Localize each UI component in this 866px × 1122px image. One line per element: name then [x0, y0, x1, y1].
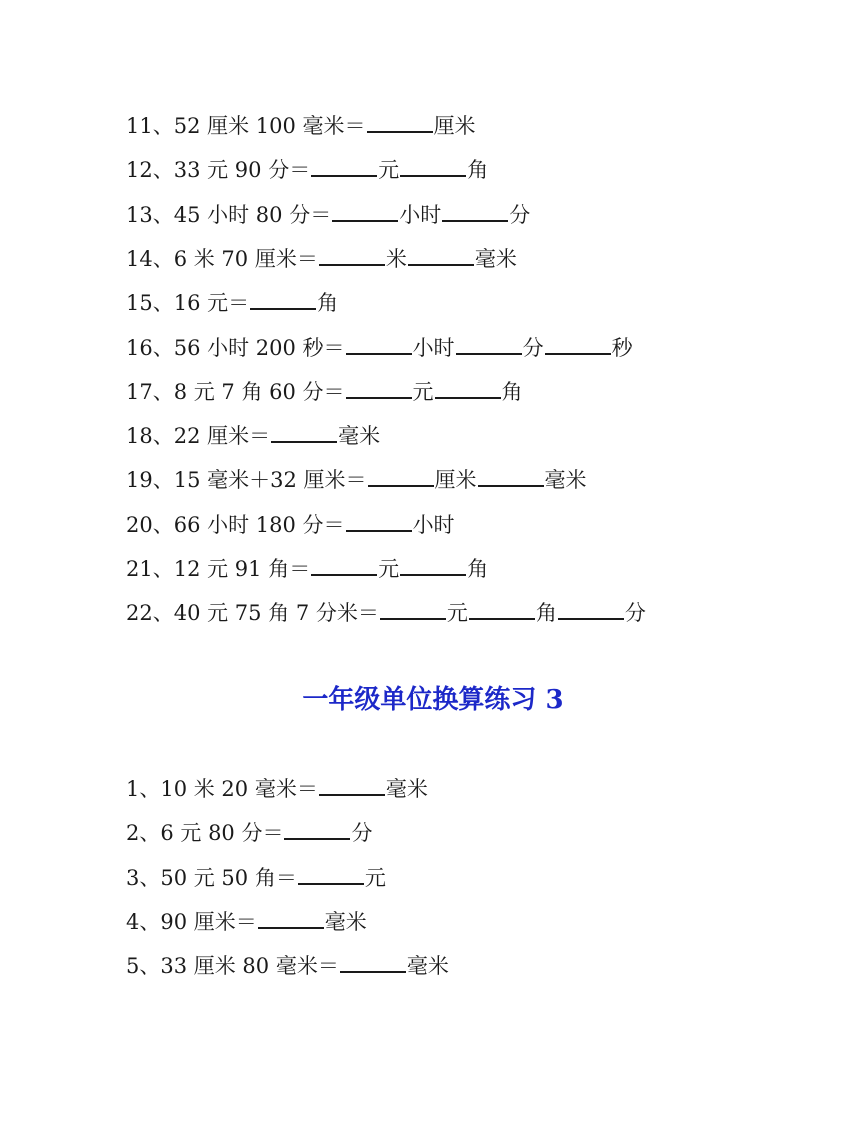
exercise-item — [126, 155, 488, 184]
exercise-item — [126, 421, 380, 450]
exercise-item — [126, 465, 587, 494]
exercise-item — [126, 774, 428, 803]
answer-blank[interactable] — [346, 333, 412, 355]
exercise-question: 19、15 毫米＋32 厘米＝ — [126, 468, 367, 493]
answer-blank[interactable] — [478, 465, 544, 487]
exercise-question: 11、52 厘米 100 毫米＝ — [126, 114, 366, 138]
unit-label: 毫米 — [474, 246, 517, 271]
exercise-question: 14、6 米 70 厘米＝ — [126, 246, 318, 271]
unit-label: 毫米 — [406, 954, 449, 979]
exercise-item — [126, 377, 523, 406]
exercise-question: 3、50 元 50 角＝ — [126, 865, 297, 890]
answer-blank[interactable] — [332, 200, 398, 222]
exercise-question: 20、66 小时 180 分＝ — [126, 512, 345, 537]
answer-blank[interactable] — [319, 774, 385, 796]
exercise-question: 4、90 厘米＝ — [126, 909, 257, 934]
answer-blank[interactable] — [258, 907, 324, 929]
unit-label: 毫米 — [324, 909, 367, 934]
exercise-item — [126, 907, 367, 936]
unit-label: 小时 — [399, 202, 442, 227]
exercise-item — [126, 333, 633, 362]
answer-blank[interactable] — [368, 465, 434, 487]
answer-blank[interactable] — [558, 598, 624, 620]
unit-label: 元 — [446, 601, 468, 626]
exercise-question: 5、33 厘米 80 毫米＝ — [126, 954, 339, 979]
exercise-question: 1、10 米 20 毫米＝ — [126, 777, 318, 801]
unit-label: 毫米 — [385, 777, 428, 801]
exercise-question: 2、6 元 80 分＝ — [126, 821, 284, 846]
exercise-item — [126, 111, 476, 140]
unit-label: 分 — [351, 821, 373, 846]
unit-label: 分 — [522, 335, 544, 360]
answer-blank[interactable] — [400, 155, 466, 177]
answer-blank[interactable] — [408, 244, 474, 266]
exercise-item — [126, 863, 386, 892]
exercise-item — [126, 598, 646, 627]
answer-blank[interactable] — [298, 863, 364, 885]
unit-label: 元 — [378, 557, 400, 581]
unit-label: 厘米 — [433, 114, 476, 138]
exercise-question: 22、40 元 75 角 7 分米＝ — [126, 601, 379, 626]
answer-blank[interactable] — [400, 554, 466, 576]
answer-blank[interactable] — [340, 951, 406, 973]
exercise-question: 13、45 小时 80 分＝ — [126, 202, 332, 227]
unit-label: 分 — [624, 601, 646, 626]
unit-label: 小时 — [412, 512, 455, 537]
exercise-question: 15、16 元＝ — [126, 291, 250, 316]
answer-blank[interactable] — [367, 111, 433, 133]
answer-blank[interactable] — [545, 333, 611, 355]
unit-label: 角 — [501, 379, 523, 404]
exercise-question: 16、56 小时 200 秒＝ — [126, 335, 345, 360]
answer-blank[interactable] — [469, 598, 535, 620]
unit-label: 元 — [378, 158, 400, 183]
section-title: 一年级单位换算练习 3 — [302, 685, 564, 715]
answer-blank[interactable] — [435, 377, 501, 399]
answer-blank[interactable] — [250, 288, 316, 310]
answer-blank[interactable] — [311, 554, 377, 576]
exercise-item — [126, 510, 455, 539]
unit-label: 秒 — [611, 335, 633, 360]
answer-blank[interactable] — [380, 598, 446, 620]
unit-label: 角 — [467, 557, 489, 581]
unit-label: 角 — [535, 601, 557, 626]
answer-blank[interactable] — [319, 244, 385, 266]
exercise-question: 21、12 元 91 角＝ — [126, 557, 311, 581]
unit-label: 厘米 — [434, 468, 477, 493]
exercise-item — [126, 288, 338, 317]
exercise-item — [126, 554, 488, 583]
answer-blank[interactable] — [346, 377, 412, 399]
answer-blank[interactable] — [442, 200, 508, 222]
unit-label: 分 — [509, 202, 531, 227]
unit-label: 角 — [317, 291, 339, 316]
unit-label: 毫米 — [338, 424, 381, 449]
exercise-question: 12、33 元 90 分＝ — [126, 158, 311, 183]
answer-blank[interactable] — [346, 510, 412, 532]
exercise-question: 17、8 元 7 角 60 分＝ — [126, 379, 345, 404]
exercise-item — [126, 244, 517, 273]
answer-blank[interactable] — [271, 421, 337, 443]
answer-blank[interactable] — [284, 818, 350, 840]
unit-label: 角 — [467, 158, 489, 183]
unit-label: 元 — [364, 865, 386, 890]
exercise-item — [126, 818, 372, 847]
exercise-item — [126, 200, 530, 229]
unit-label: 元 — [412, 379, 434, 404]
unit-label: 小时 — [412, 335, 455, 360]
exercise-question: 18、22 厘米＝ — [126, 424, 271, 449]
answer-blank[interactable] — [311, 155, 377, 177]
unit-label: 米 — [385, 246, 407, 271]
unit-label: 毫米 — [544, 468, 587, 493]
answer-blank[interactable] — [456, 333, 522, 355]
exercise-item — [126, 951, 449, 980]
